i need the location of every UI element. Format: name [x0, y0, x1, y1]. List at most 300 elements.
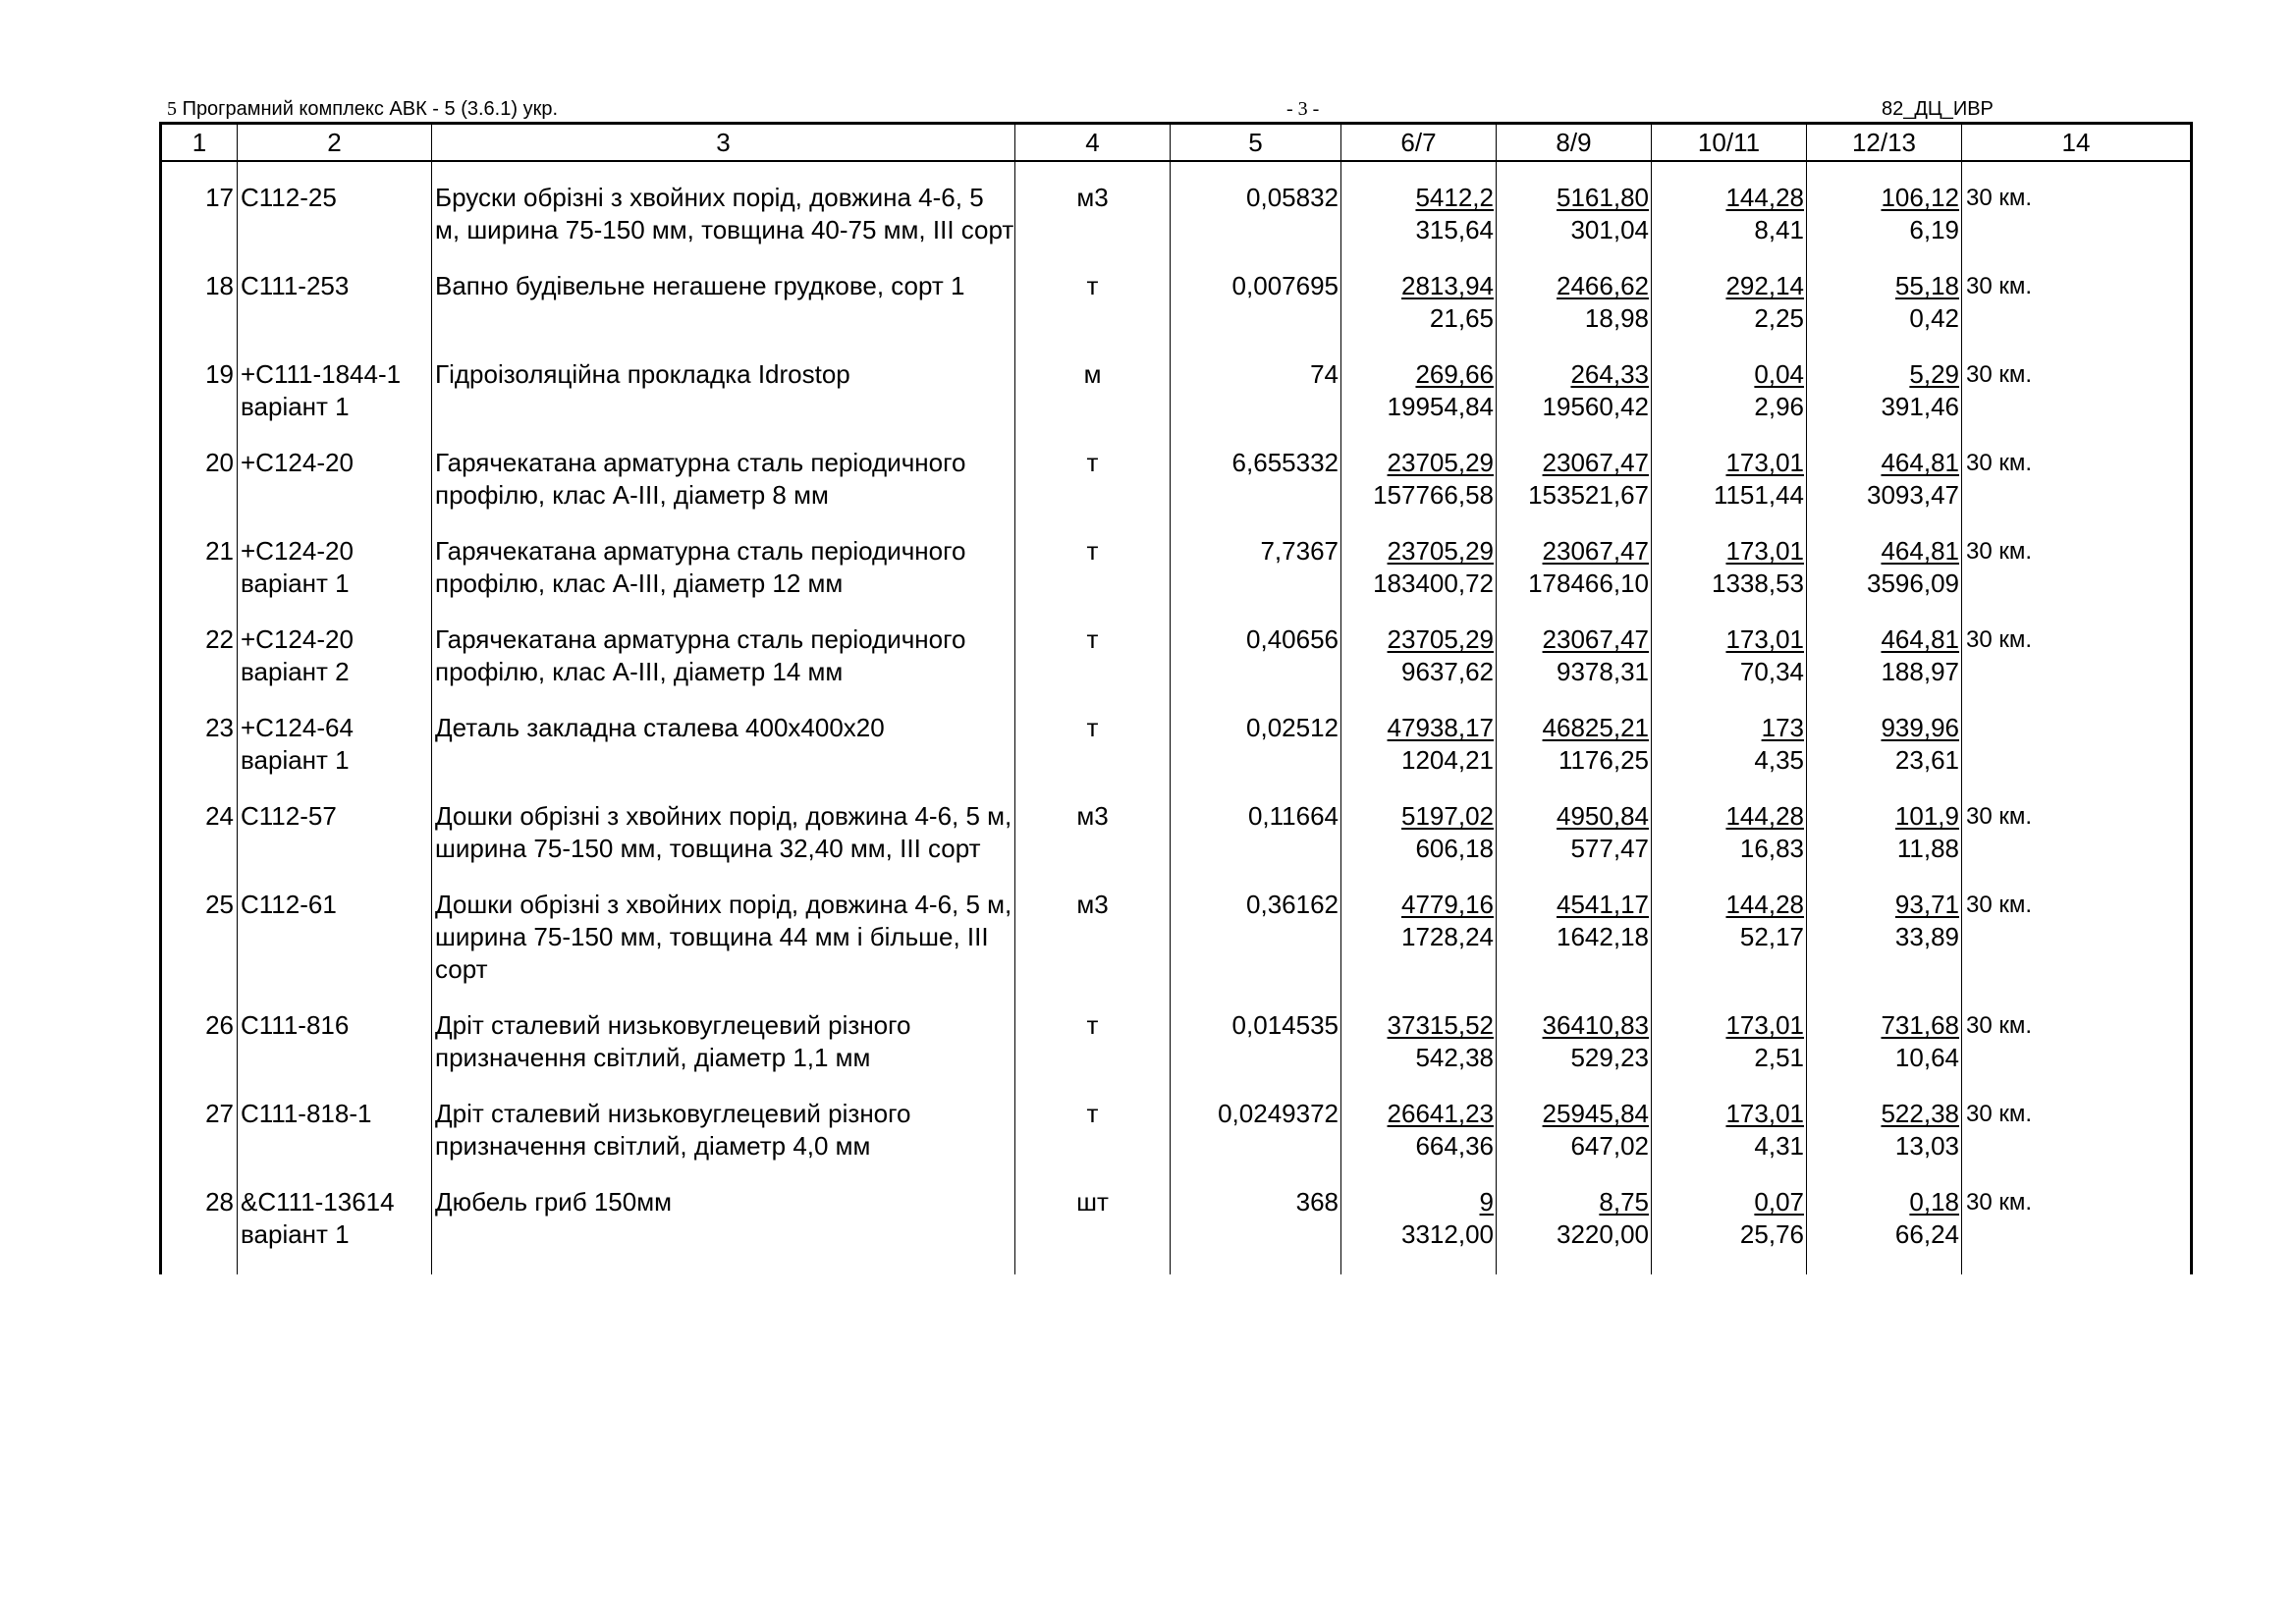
col-8-9-total: 18,98 — [1584, 303, 1649, 333]
col-12-13-unit-price: 93,71 — [1894, 890, 1959, 919]
unit: т — [1086, 271, 1099, 300]
program-name: Програмний комплекс АВК - 5 (3.6.1) укр. — [182, 98, 558, 120]
col-6-7-unit-price: 5412,2 — [1415, 183, 1494, 212]
col-10-11-cell — [1652, 1186, 1807, 1274]
unit-cell — [1015, 800, 1171, 889]
col-12-13-unit-price: 464,81 — [1881, 448, 1959, 477]
col-8-9-top-wrap — [1497, 182, 1649, 214]
table-row — [161, 270, 2192, 358]
resource-code: +С124-20 — [241, 624, 354, 654]
col-10-11-unit-price: 173,01 — [1725, 448, 1804, 477]
col-12-13-cell — [1807, 535, 1962, 623]
col-6-7-total: 315,64 — [1415, 215, 1494, 244]
resource-code-cell — [238, 447, 432, 535]
spacer-cell — [1497, 161, 1652, 182]
col-10-11-total: 52,17 — [1739, 922, 1804, 951]
resource-name-cell — [432, 270, 1015, 358]
col-8-9-cell — [1497, 889, 1652, 1009]
quantity: 7,7367 — [1260, 536, 1339, 566]
table-row — [161, 535, 2192, 623]
col-8-9-cell — [1497, 1009, 1652, 1098]
quantity: 0,36162 — [1246, 890, 1339, 919]
col-12-13-unit-price: 464,81 — [1881, 536, 1959, 566]
col-8-9-unit-price: 4541,17 — [1557, 890, 1649, 919]
col-6-7-unit-price: 9 — [1479, 1187, 1494, 1217]
col-10-11-cell — [1652, 535, 1807, 623]
col-8-9-unit-price: 23067,47 — [1542, 624, 1649, 654]
col-10-11-total: 25,76 — [1739, 1219, 1804, 1249]
col-6-7-top-wrap — [1341, 358, 1494, 391]
row-number: 26 — [205, 1010, 234, 1040]
resource-name-cell — [432, 1186, 1015, 1274]
col-10-11-top-wrap — [1652, 889, 1804, 921]
spacer-cell — [161, 161, 238, 182]
col-6-7-unit-price: 23705,29 — [1387, 448, 1494, 477]
col-12-13-top-wrap — [1807, 1009, 1959, 1042]
transport-note: 30 км. — [1966, 1189, 2033, 1216]
column-header: 8/9 — [1497, 124, 1652, 162]
resource-code-cell — [238, 270, 432, 358]
col-10-11-unit-price: 144,28 — [1725, 890, 1804, 919]
col-8-9-top-wrap — [1497, 889, 1649, 921]
row-number: 25 — [205, 890, 234, 919]
row-number: 21 — [205, 536, 234, 566]
note-cell — [1962, 623, 2192, 712]
col-6-7-total: 21,65 — [1429, 303, 1494, 333]
table-row — [161, 889, 2192, 1009]
col-12-13-unit-price: 5,29 — [1909, 359, 1959, 389]
column-header-row — [161, 124, 2192, 162]
col-8-9-top-wrap — [1497, 535, 1649, 568]
row-number-cell — [161, 1186, 238, 1274]
note-cell — [1962, 1186, 2192, 1274]
col-6-7-unit-price: 5197,02 — [1401, 801, 1494, 831]
quantity: 0,007695 — [1231, 271, 1339, 300]
unit-cell — [1015, 623, 1171, 712]
quantity: 0,05832 — [1246, 183, 1339, 212]
col-8-9-unit-price: 264,33 — [1570, 359, 1649, 389]
resource-name: Гарячекатана арматурна сталь періодичного профілю, клас А-ІІІ, діаметр 14 мм — [435, 624, 966, 686]
col-10-11-unit-price: 0,04 — [1754, 359, 1804, 389]
quantity: 0,0249372 — [1218, 1099, 1339, 1128]
unit-cell — [1015, 712, 1171, 800]
col-10-11-total: 2,51 — [1754, 1043, 1804, 1072]
col-8-9-top-wrap — [1497, 1098, 1649, 1130]
col-8-9-total: 647,02 — [1570, 1131, 1649, 1161]
col-12-13-cell — [1807, 712, 1962, 800]
col-10-11-top-wrap — [1652, 447, 1804, 479]
row-number: 19 — [205, 359, 234, 389]
unit: м3 — [1076, 801, 1109, 831]
col-6-7-top-wrap — [1341, 1009, 1494, 1042]
col-12-13-top-wrap — [1807, 800, 1959, 833]
note-cell — [1962, 182, 2192, 270]
table-row — [161, 623, 2192, 712]
col-12-13-total: 11,88 — [1896, 834, 1959, 863]
col-12-13-unit-price: 522,38 — [1881, 1099, 1959, 1128]
document-id: 82_ДЦ_ИВР — [1882, 98, 1994, 120]
program-number: 5 — [167, 98, 177, 120]
col-12-13-unit-price: 731,68 — [1881, 1010, 1959, 1040]
col-10-11-total: 1338,53 — [1712, 568, 1804, 598]
col-10-11-top-wrap — [1652, 182, 1804, 214]
row-number-cell — [161, 270, 238, 358]
col-10-11-total: 2,25 — [1754, 303, 1804, 333]
col-12-13-cell — [1807, 623, 1962, 712]
transport-note: 30 км. — [1966, 185, 2033, 211]
col-6-7-cell — [1341, 358, 1497, 447]
col-8-9-cell — [1497, 800, 1652, 889]
col-10-11-unit-price: 292,14 — [1725, 271, 1804, 300]
column-header: 12/13 — [1807, 124, 1962, 162]
quantity-cell — [1171, 1186, 1341, 1274]
transport-note: 30 км. — [1966, 892, 2033, 918]
resource-code-cell — [238, 182, 432, 270]
unit: шт — [1076, 1187, 1109, 1217]
col-10-11-cell — [1652, 447, 1807, 535]
row-number-cell — [161, 182, 238, 270]
unit: т — [1086, 536, 1099, 566]
resource-variant: варіант 1 — [241, 1219, 350, 1249]
resource-variant: варіант 1 — [241, 568, 350, 598]
spacer-cell — [1015, 161, 1171, 182]
resource-name: Дошки обрізні з хвойних порід, довжина 4-6, 5 м, ширина 75-150 мм, товщина 32,40 мм, ІІІ сорт — [435, 801, 1012, 863]
col-10-11-top-wrap — [1652, 535, 1804, 568]
col-6-7-cell — [1341, 712, 1497, 800]
col-12-13-top-wrap — [1807, 712, 1959, 744]
spacer-cell — [1171, 161, 1341, 182]
spacer-cell — [238, 161, 432, 182]
col-10-11-top-wrap — [1652, 1098, 1804, 1130]
col-8-9-unit-price: 23067,47 — [1542, 536, 1649, 566]
col-10-11-cell — [1652, 623, 1807, 712]
col-8-9-cell — [1497, 535, 1652, 623]
note-cell — [1962, 800, 2192, 889]
row-number-cell — [161, 889, 238, 1009]
col-12-13-top-wrap — [1807, 358, 1959, 391]
col-6-7-top-wrap — [1341, 447, 1494, 479]
spacer-row — [161, 161, 2192, 182]
resource-name: Деталь закладна сталева 400х400х20 — [435, 713, 885, 742]
col-6-7-top-wrap — [1341, 535, 1494, 568]
table-row — [161, 358, 2192, 447]
col-12-13-top-wrap — [1807, 1098, 1959, 1130]
resource-variant: варіант 1 — [241, 745, 350, 775]
resource-code: &С111-13614 — [241, 1187, 395, 1217]
row-number-cell — [161, 535, 238, 623]
col-12-13-cell — [1807, 889, 1962, 1009]
table-row — [161, 1186, 2192, 1274]
col-8-9-total: 1176,25 — [1558, 745, 1649, 775]
col-10-11-total: 16,83 — [1739, 834, 1804, 863]
unit-cell — [1015, 182, 1171, 270]
col-6-7-unit-price: 26641,23 — [1387, 1099, 1494, 1128]
quantity-cell — [1171, 447, 1341, 535]
resource-code-cell — [238, 535, 432, 623]
col-12-13-unit-price: 55,18 — [1894, 271, 1959, 300]
col-10-11-cell — [1652, 1098, 1807, 1186]
col-12-13-total: 13,03 — [1894, 1131, 1959, 1161]
row-number: 18 — [205, 271, 234, 300]
col-6-7-total: 3312,00 — [1401, 1219, 1494, 1249]
col-10-11-cell — [1652, 712, 1807, 800]
col-8-9-unit-price: 5161,80 — [1557, 183, 1649, 212]
col-12-13-top-wrap — [1807, 889, 1959, 921]
col-6-7-top-wrap — [1341, 712, 1494, 744]
row-number-cell — [161, 1098, 238, 1186]
transport-note: 30 км. — [1966, 273, 2033, 299]
resource-code-cell — [238, 800, 432, 889]
note-cell — [1962, 358, 2192, 447]
resource-name: Гідроізоляційна прокладка Idrostop — [435, 359, 850, 389]
col-6-7-cell — [1341, 800, 1497, 889]
col-8-9-total: 577,47 — [1570, 834, 1649, 863]
col-10-11-total: 8,41 — [1754, 215, 1804, 244]
col-6-7-total: 1204,21 — [1401, 745, 1494, 775]
resource-name-cell — [432, 712, 1015, 800]
resource-name-cell — [432, 623, 1015, 712]
col-6-7-unit-price: 2813,94 — [1401, 271, 1494, 300]
transport-note: 30 км. — [1966, 1101, 2033, 1127]
row-number-cell — [161, 800, 238, 889]
unit: м3 — [1076, 890, 1109, 919]
column-header: 1 — [161, 124, 238, 162]
quantity-cell — [1171, 182, 1341, 270]
col-12-13-cell — [1807, 182, 1962, 270]
col-6-7-top-wrap — [1341, 270, 1494, 302]
table-row — [161, 1098, 2192, 1186]
col-8-9-top-wrap — [1497, 800, 1649, 833]
quantity: 74 — [1310, 359, 1339, 389]
row-number-cell — [161, 358, 238, 447]
col-6-7-unit-price: 37315,52 — [1387, 1010, 1494, 1040]
unit-cell — [1015, 535, 1171, 623]
col-8-9-unit-price: 4950,84 — [1557, 801, 1649, 831]
col-12-13-top-wrap — [1807, 182, 1959, 214]
col-10-11-cell — [1652, 358, 1807, 447]
col-8-9-cell — [1497, 182, 1652, 270]
col-6-7-cell — [1341, 1098, 1497, 1186]
quantity-cell — [1171, 1098, 1341, 1186]
row-number-cell — [161, 1009, 238, 1098]
quantity-cell — [1171, 358, 1341, 447]
resource-name: Гарячекатана арматурна сталь періодичного профілю, клас А-ІІІ, діаметр 12 мм — [435, 536, 966, 598]
unit: т — [1086, 1099, 1099, 1128]
col-6-7-top-wrap — [1341, 1186, 1494, 1218]
col-8-9-cell — [1497, 447, 1652, 535]
col-6-7-cell — [1341, 447, 1497, 535]
col-8-9-top-wrap — [1497, 447, 1649, 479]
resource-code: +С124-20 — [241, 448, 354, 477]
resource-variant: варіант 1 — [241, 392, 350, 421]
col-10-11-total: 4,31 — [1754, 1131, 1804, 1161]
table-body — [161, 161, 2192, 1274]
col-6-7-top-wrap — [1341, 800, 1494, 833]
program-label — [167, 96, 558, 122]
unit-cell — [1015, 1186, 1171, 1274]
spacer-cell — [1341, 161, 1497, 182]
table-row — [161, 447, 2192, 535]
col-12-13-total: 66,24 — [1894, 1219, 1959, 1249]
note-cell — [1962, 712, 2192, 800]
resource-name-cell — [432, 182, 1015, 270]
note-cell — [1962, 270, 2192, 358]
row-number-cell — [161, 447, 238, 535]
col-10-11-total: 1151,44 — [1713, 480, 1804, 510]
row-number: 28 — [205, 1187, 234, 1217]
col-6-7-total: 157766,58 — [1373, 480, 1494, 510]
transport-note: 30 км. — [1966, 1012, 2033, 1039]
unit-cell — [1015, 270, 1171, 358]
col-10-11-total: 4,35 — [1754, 745, 1804, 775]
resource-name: Дюбель гриб 150мм — [435, 1187, 672, 1217]
col-10-11-unit-price: 173,01 — [1725, 1099, 1804, 1128]
page-number: - 3 - — [1286, 98, 1320, 120]
table-row — [161, 712, 2192, 800]
resource-name-cell — [432, 1009, 1015, 1098]
col-10-11-top-wrap — [1652, 712, 1804, 744]
quantity-cell — [1171, 712, 1341, 800]
column-header: 10/11 — [1652, 124, 1807, 162]
col-12-13-cell — [1807, 1098, 1962, 1186]
unit: м3 — [1076, 183, 1109, 212]
resource-name: Вапно будівельне негашене грудкове, сорт 1 — [435, 271, 965, 300]
table-row — [161, 1009, 2192, 1098]
resource-code: С111-818-1 — [241, 1099, 372, 1128]
col-6-7-cell — [1341, 1009, 1497, 1098]
column-header: 4 — [1015, 124, 1171, 162]
col-12-13-total: 6,19 — [1909, 215, 1959, 244]
col-8-9-cell — [1497, 712, 1652, 800]
transport-note: 30 км. — [1966, 538, 2033, 565]
col-6-7-unit-price: 4779,16 — [1401, 890, 1494, 919]
transport-note: 30 км. — [1966, 626, 2033, 653]
col-6-7-top-wrap — [1341, 623, 1494, 656]
column-header: 2 — [238, 124, 432, 162]
col-12-13-total: 23,61 — [1894, 745, 1959, 775]
col-8-9-cell — [1497, 1098, 1652, 1186]
spacer-cell — [1652, 161, 1807, 182]
col-10-11-cell — [1652, 182, 1807, 270]
col-6-7-cell — [1341, 270, 1497, 358]
row-number: 23 — [205, 713, 234, 742]
spacer-cell — [1807, 161, 1962, 182]
col-8-9-top-wrap — [1497, 623, 1649, 656]
col-8-9-unit-price: 46825,21 — [1542, 713, 1649, 742]
col-6-7-unit-price: 23705,29 — [1387, 536, 1494, 566]
col-12-13-total: 3596,09 — [1867, 568, 1959, 598]
column-header: 5 — [1171, 124, 1341, 162]
resource-code-cell — [238, 889, 432, 1009]
col-12-13-total: 0,42 — [1909, 303, 1959, 333]
resource-code: С112-61 — [241, 890, 337, 919]
resource-code-cell — [238, 712, 432, 800]
col-12-13-cell — [1807, 447, 1962, 535]
col-10-11-cell — [1652, 270, 1807, 358]
col-12-13-total: 3093,47 — [1867, 480, 1959, 510]
resource-name-cell — [432, 535, 1015, 623]
col-10-11-unit-price: 173,01 — [1725, 1010, 1804, 1040]
note-cell — [1962, 447, 2192, 535]
quantity-cell — [1171, 1009, 1341, 1098]
resource-code: С112-57 — [241, 801, 337, 831]
materials-table — [159, 122, 2193, 1274]
row-number-cell — [161, 712, 238, 800]
quantity: 0,014535 — [1231, 1010, 1339, 1040]
col-10-11-top-wrap — [1652, 800, 1804, 833]
table-row — [161, 182, 2192, 270]
resource-name: Дріт сталевий низьковуглецевий різного призначення світлий, діаметр 4,0 мм — [435, 1099, 911, 1161]
col-6-7-total: 542,38 — [1415, 1043, 1494, 1072]
col-12-13-unit-price: 106,12 — [1881, 183, 1959, 212]
col-8-9-total: 3220,00 — [1557, 1219, 1649, 1249]
transport-note: 30 км. — [1966, 803, 2033, 830]
resource-name: Гарячекатана арматурна сталь періодичного профілю, клас А-ІІІ, діаметр 8 мм — [435, 448, 966, 510]
col-12-13-top-wrap — [1807, 535, 1959, 568]
col-10-11-cell — [1652, 1009, 1807, 1098]
table-row — [161, 800, 2192, 889]
col-8-9-unit-price: 23067,47 — [1542, 448, 1649, 477]
quantity: 0,40656 — [1246, 624, 1339, 654]
col-12-13-unit-price: 939,96 — [1881, 713, 1959, 742]
note-cell — [1962, 535, 2192, 623]
col-8-9-unit-price: 8,75 — [1599, 1187, 1649, 1217]
row-number: 17 — [205, 183, 234, 212]
col-8-9-total: 19560,42 — [1542, 392, 1649, 421]
unit-cell — [1015, 447, 1171, 535]
col-8-9-cell — [1497, 1186, 1652, 1274]
col-10-11-top-wrap — [1652, 1186, 1804, 1218]
col-10-11-total: 2,96 — [1754, 392, 1804, 421]
unit: т — [1086, 1010, 1099, 1040]
col-8-9-total: 301,04 — [1570, 215, 1649, 244]
resource-code: +С111-1844-1 — [241, 359, 402, 389]
quantity-cell — [1171, 623, 1341, 712]
unit: т — [1086, 713, 1099, 742]
unit-cell — [1015, 1009, 1171, 1098]
col-12-13-cell — [1807, 1186, 1962, 1274]
resource-name: Дріт сталевий низьковуглецевий різного призначення світлий, діаметр 1,1 мм — [435, 1010, 911, 1072]
resource-name-cell — [432, 800, 1015, 889]
resource-code: С112-25 — [241, 183, 337, 212]
unit-cell — [1015, 1098, 1171, 1186]
estimate-sheet — [159, 122, 2190, 1409]
col-12-13-total: 33,89 — [1894, 922, 1959, 951]
resource-name-cell — [432, 358, 1015, 447]
col-8-9-cell — [1497, 358, 1652, 447]
resource-code-cell — [238, 1186, 432, 1274]
col-12-13-top-wrap — [1807, 1186, 1959, 1218]
resource-code: С111-253 — [241, 271, 350, 300]
resource-name-cell — [432, 447, 1015, 535]
row-number: 27 — [205, 1099, 234, 1128]
resource-code-cell — [238, 358, 432, 447]
column-header: 6/7 — [1341, 124, 1497, 162]
col-6-7-unit-price: 23705,29 — [1387, 624, 1494, 654]
transport-note: 30 км. — [1966, 361, 2033, 388]
transport-note: 30 км. — [1966, 450, 2033, 476]
col-6-7-top-wrap — [1341, 1098, 1494, 1130]
unit-cell — [1015, 358, 1171, 447]
col-10-11-unit-price: 173,01 — [1725, 624, 1804, 654]
col-8-9-top-wrap — [1497, 712, 1649, 744]
col-12-13-total: 188,97 — [1881, 657, 1959, 686]
col-8-9-total: 529,23 — [1570, 1043, 1649, 1072]
col-6-7-unit-price: 269,66 — [1415, 359, 1494, 389]
col-8-9-unit-price: 25945,84 — [1542, 1099, 1649, 1128]
page-header — [167, 96, 2013, 122]
col-10-11-cell — [1652, 889, 1807, 1009]
